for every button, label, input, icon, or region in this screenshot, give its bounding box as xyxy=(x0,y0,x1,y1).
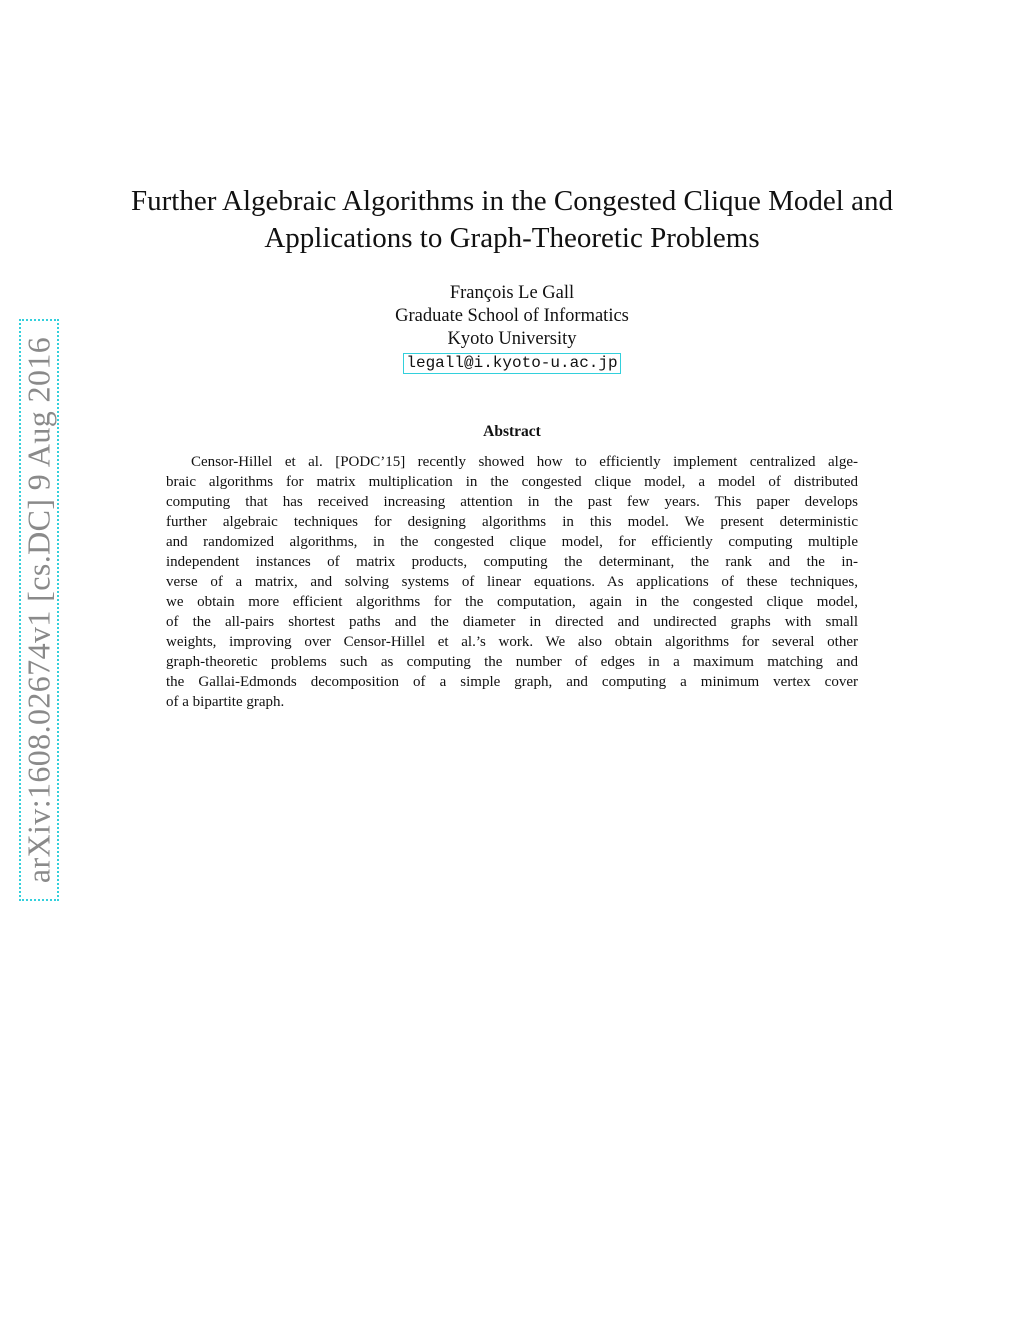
abstract-line: of the all-pairs shortest paths and the diameter in directed and undirected graphs with small xyxy=(166,614,858,630)
author-block xyxy=(200,282,824,374)
email-row xyxy=(200,351,824,374)
paper-title xyxy=(100,183,924,257)
arxiv-identifier-link[interactable] xyxy=(19,319,59,901)
abstract-line: and randomized algorithms, in the congested clique model, for efficiently computing multiple xyxy=(166,534,858,550)
arxiv-identifier-text: arXiv:1608.02674v1 [cs.DC] 9 Aug 2016 xyxy=(20,336,57,884)
abstract-body xyxy=(166,452,858,712)
abstract-heading: Abstract xyxy=(483,423,541,440)
affiliation-school: Graduate School of Informatics xyxy=(395,306,629,326)
abstract-line: further algebraic techniques for designing algorithms in this model. We present deterministic xyxy=(166,514,858,530)
abstract-line: of a bipartite graph. xyxy=(166,694,285,710)
affiliation-university: Kyoto University xyxy=(447,329,577,349)
abstract-line: the Gallai-Edmonds decomposition of a simple graph, and computing a minimum vertex cover xyxy=(166,674,858,690)
abstract-line: Censor-Hillel et al. [PODC’15] recently showed how to efficiently implement centralized alge- xyxy=(191,454,858,470)
abstract-line: braic algorithms for matrix multiplication in the congested clique model, a model of distributed xyxy=(166,474,858,490)
abstract-line: weights, improving over Censor-Hillel et al.’s work. We also obtain algorithms for several other xyxy=(166,634,858,650)
abstract-line: graph-theoretic problems such as computing the number of edges in a maximum matching and xyxy=(166,654,858,670)
abstract-line: computing that has received increasing attention in the past few years. This paper develops xyxy=(166,494,858,510)
abstract-line: independent instances of matrix products, computing the determinant, the rank and the in- xyxy=(166,554,858,570)
abstract-line: we obtain more efficient algorithms for the computation, again in the congested clique model, xyxy=(166,594,858,610)
title-line-2: Applications to Graph-Theoretic Problems xyxy=(264,222,760,254)
title-line-1: Further Algebraic Algorithms in the Congested Clique Model and xyxy=(131,185,893,217)
abstract-line: verse of a matrix, and solving systems of linear equations. As applications of these techniques, xyxy=(166,574,858,590)
author-name: François Le Gall xyxy=(449,283,575,303)
author-email-link[interactable]: legall@i.kyoto-u.ac.jp xyxy=(403,353,620,374)
